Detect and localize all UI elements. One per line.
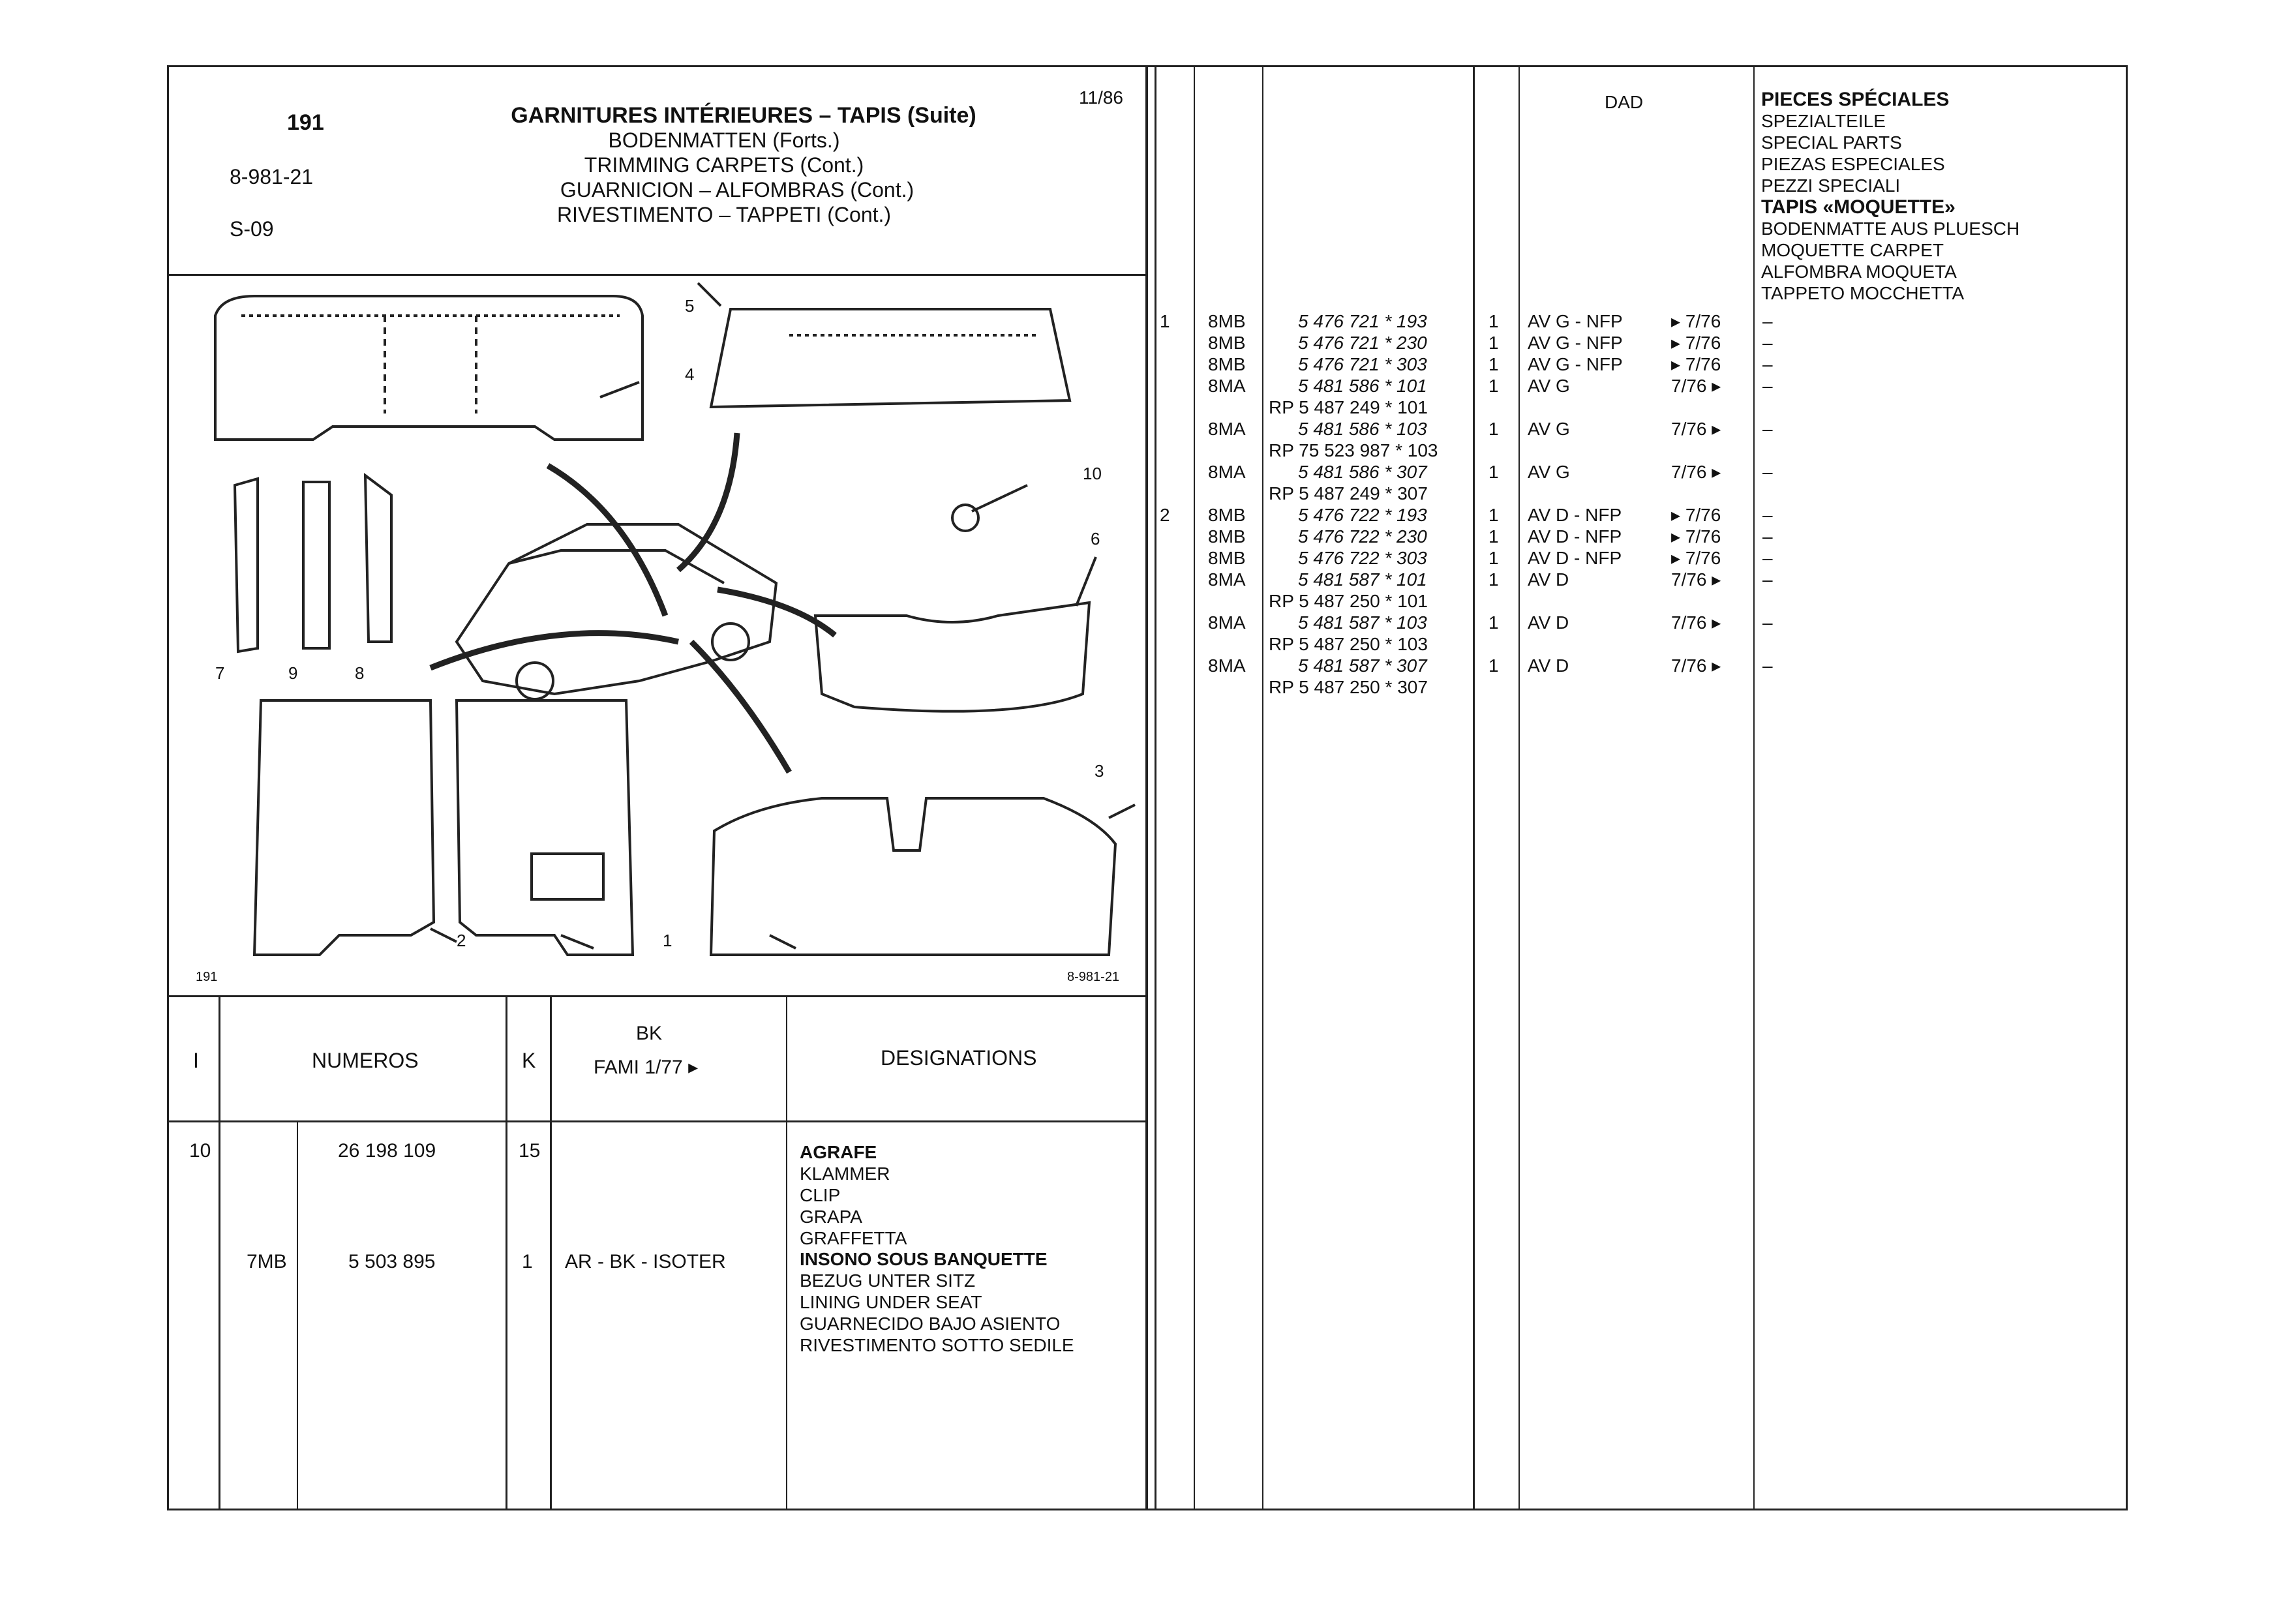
- row-number: RP 5 487 250 * 103: [1269, 634, 1428, 654]
- part-1-front-mat: [457, 700, 633, 955]
- section-code: S-09: [230, 217, 274, 241]
- part-4-headliner: [215, 296, 642, 440]
- bt-row1-des-it: GRAFFETTA: [800, 1228, 907, 1248]
- callout-3: 3: [1095, 761, 1104, 781]
- row-date: 7/76 ▸: [1671, 655, 1721, 676]
- row-special: –: [1762, 569, 1773, 590]
- bt-header-numeros: NUMEROS: [312, 1049, 419, 1072]
- illustration-corner-right: 8-981-21: [1067, 970, 1120, 984]
- bt-row2-k: 1: [522, 1251, 533, 1272]
- row-code: 8MA: [1208, 612, 1246, 633]
- row-special: –: [1762, 376, 1773, 396]
- bt-rule-bk: [550, 997, 552, 1509]
- row-number: 5 476 721 * 193: [1298, 311, 1427, 331]
- row-position: AV D: [1528, 655, 1569, 676]
- row-number: 5 476 722 * 193: [1298, 505, 1427, 525]
- edition-date: 11/86: [1079, 87, 1123, 108]
- header-bottom-rule: [168, 274, 1147, 276]
- row-position: AV G: [1528, 376, 1570, 396]
- row-number: 5 476 722 * 303: [1298, 548, 1427, 568]
- exploded-diagram: [170, 277, 1145, 994]
- row-position: AV G: [1528, 462, 1570, 482]
- bt-row1-des-de: KLAMMER: [800, 1164, 890, 1184]
- callout-4: 4: [685, 365, 695, 384]
- row-code: 8MB: [1208, 505, 1246, 525]
- part-3-rear-mat: [711, 798, 1115, 955]
- rule-number: [1262, 65, 1263, 1509]
- row-qty: 1: [1488, 526, 1499, 547]
- bt-row2-code: 7MB: [247, 1251, 287, 1272]
- bt-row2-number: 5 503 895: [348, 1251, 436, 1272]
- bt-row1-index: 10: [189, 1140, 211, 1162]
- bt-header-designations: DESIGNATIONS: [881, 1046, 1037, 1070]
- row-date: ▸ 7/76: [1671, 333, 1721, 353]
- bt-row1-des-es: GRAPA: [800, 1207, 862, 1227]
- row-date: 7/76 ▸: [1671, 612, 1721, 633]
- bt-row1-des-en: CLIP: [800, 1185, 841, 1205]
- row-qty: 1: [1488, 462, 1499, 482]
- row-qty: 1: [1488, 569, 1499, 590]
- row-code: 8MB: [1208, 333, 1246, 353]
- row-number: RP 5 487 249 * 101: [1269, 397, 1428, 417]
- bt-header-index: I: [193, 1049, 199, 1072]
- row-special: –: [1762, 655, 1773, 676]
- row-number: RP 75 523 987 * 103: [1269, 440, 1438, 460]
- row-qty: 1: [1488, 333, 1499, 353]
- row-number: 5 481 587 * 307: [1298, 655, 1427, 676]
- row-qty: 1: [1488, 419, 1499, 439]
- row-position: AV G - NFP: [1528, 354, 1623, 374]
- row-number: RP 5 487 250 * 307: [1269, 677, 1428, 697]
- divider-left-right: [1145, 65, 1148, 1509]
- row-code: 8MB: [1208, 548, 1246, 568]
- bt-row2-des-fr: INSONO SOUS BANQUETTE: [800, 1249, 1048, 1269]
- row-position: AV D: [1528, 569, 1569, 590]
- callout-2: 2: [457, 931, 466, 950]
- row-position: AV D: [1528, 612, 1569, 633]
- row-position: AV G: [1528, 419, 1570, 439]
- bt-header-bk: BK: [636, 1023, 663, 1044]
- row-qty: 1: [1488, 612, 1499, 633]
- rule-special: [1753, 65, 1755, 1509]
- row-special: –: [1762, 505, 1773, 525]
- part-2-front-mat: [254, 700, 434, 955]
- page-ref: 8-981-21: [230, 165, 314, 188]
- row-code: 8MA: [1208, 655, 1246, 676]
- row-position: AV D - NFP: [1528, 548, 1622, 568]
- rule-code: [1194, 65, 1195, 1509]
- bt-row1-k: 15: [519, 1140, 541, 1162]
- row-date: 7/76 ▸: [1671, 569, 1721, 590]
- row-date: ▸ 7/76: [1671, 505, 1721, 525]
- row-position: AV G - NFP: [1528, 333, 1623, 353]
- row-date: ▸ 7/76: [1671, 311, 1721, 331]
- row-number: RP 5 487 250 * 101: [1269, 591, 1428, 611]
- title-fr: GARNITURES INTÉRIEURES – TAPIS (Suite): [511, 103, 976, 128]
- part-6-tunnel: [815, 603, 1089, 712]
- row-number: 5 481 586 * 101: [1298, 376, 1427, 396]
- part-5-shelf: [711, 309, 1070, 407]
- callout-1: 1: [663, 931, 672, 950]
- row-code: 8MB: [1208, 311, 1246, 331]
- special-parts-header: PIECES SPÉCIALES: [1761, 89, 1950, 110]
- parts-illustration: [170, 277, 1145, 994]
- row-number: 5 481 587 * 103: [1298, 612, 1427, 633]
- row-special: –: [1762, 333, 1773, 353]
- row-qty: 1: [1488, 354, 1499, 374]
- bt-row2-bk: AR - BK - ISOTER: [565, 1251, 726, 1272]
- row-position: AV G - NFP: [1528, 311, 1623, 331]
- title-en: TRIMMING CARPETS (Cont.): [584, 153, 864, 177]
- bt-row2-des-de: BEZUG UNTER SITZ: [800, 1270, 976, 1291]
- callout-5: 5: [685, 296, 695, 316]
- row-date: ▸ 7/76: [1671, 354, 1721, 374]
- row-date: 7/76 ▸: [1671, 376, 1721, 396]
- dad-header: DAD: [1605, 92, 1644, 112]
- row-qty: 1: [1488, 311, 1499, 331]
- bt-rule-index: [219, 997, 220, 1509]
- special-lang-de: SPEZIALTEILE: [1761, 111, 1886, 131]
- rule-qty: [1473, 65, 1475, 1509]
- row-number: 5 481 587 * 101: [1298, 569, 1427, 590]
- special-lang-it: PEZZI SPECIALI: [1761, 175, 1901, 196]
- callout-8: 8: [355, 663, 365, 683]
- title-de: BODENMATTEN (Forts.): [608, 128, 840, 152]
- part-title-fr: TAPIS «MOQUETTE»: [1761, 196, 1956, 218]
- row-index: 1: [1160, 311, 1170, 331]
- bottom-table-top-rule: [168, 995, 1147, 997]
- rule-pos: [1518, 65, 1520, 1509]
- row-number: 5 476 722 * 230: [1298, 526, 1427, 547]
- part-8-strip: [365, 475, 391, 642]
- bt-row2-des-es: GUARNECIDO BAJO ASIENTO: [800, 1314, 1061, 1334]
- row-number: RP 5 487 249 * 307: [1269, 483, 1428, 503]
- row-special: –: [1762, 612, 1773, 633]
- row-position: AV D - NFP: [1528, 526, 1622, 547]
- title-it: RIVESTIMENTO – TAPPETI (Cont.): [556, 203, 892, 226]
- row-qty: 1: [1488, 548, 1499, 568]
- row-special: –: [1762, 548, 1773, 568]
- row-qty: 1: [1488, 655, 1499, 676]
- row-qty: 1: [1488, 505, 1499, 525]
- row-code: 8MB: [1208, 354, 1246, 374]
- row-special: –: [1762, 311, 1773, 331]
- row-code: 8MA: [1208, 569, 1246, 590]
- part-title-de: BODENMATTE AUS PLUESCH: [1761, 218, 2020, 239]
- bt-row2-des-en: LINING UNDER SEAT: [800, 1292, 982, 1312]
- row-code: 8MA: [1208, 419, 1246, 439]
- callout-10: 10: [1083, 464, 1102, 483]
- special-lang-en: SPECIAL PARTS: [1761, 132, 1902, 153]
- row-special: –: [1762, 526, 1773, 547]
- row-number: 5 481 586 * 103: [1298, 419, 1427, 439]
- part-9-strip: [303, 482, 329, 648]
- part-title-it: TAPPETO MOCCHETTA: [1761, 283, 1965, 303]
- callout-6: 6: [1091, 529, 1100, 548]
- row-code: 8MB: [1208, 526, 1246, 547]
- title-es: GUARNICION – ALFOMBRAS (Cont.): [560, 178, 914, 202]
- illustration-corner-left: 191: [196, 970, 218, 984]
- callout-9: 9: [288, 663, 298, 683]
- row-date: 7/76 ▸: [1671, 419, 1721, 439]
- row-date: ▸ 7/76: [1671, 526, 1721, 547]
- part-title-en: MOQUETTE CARPET: [1761, 240, 1944, 260]
- page-number: 191: [287, 110, 324, 135]
- special-lang-es: PIEZAS ESPECIALES: [1761, 154, 1945, 174]
- bottom-table-header-rule: [168, 1120, 1147, 1122]
- divider-double: [1155, 65, 1156, 1509]
- row-number: 5 476 721 * 230: [1298, 333, 1427, 353]
- bt-row2-des-it: RIVESTIMENTO SOTTO SEDILE: [800, 1335, 1074, 1355]
- row-special: –: [1762, 354, 1773, 374]
- row-qty: 1: [1488, 376, 1499, 396]
- bt-rule-code: [297, 1120, 298, 1509]
- bt-rule-k: [506, 997, 507, 1509]
- row-date: ▸ 7/76: [1671, 548, 1721, 568]
- part-title-es: ALFOMBRA MOQUETA: [1761, 262, 1957, 282]
- row-special: –: [1762, 462, 1773, 482]
- bt-row1-des-fr: AGRAFE: [800, 1142, 877, 1162]
- bt-header-fami: FAMI 1/77 ▸: [594, 1057, 699, 1078]
- bt-rule-des: [786, 997, 787, 1509]
- part-7-strip: [235, 479, 258, 652]
- row-position: AV D - NFP: [1528, 505, 1622, 525]
- row-code: 8MA: [1208, 462, 1246, 482]
- row-date: 7/76 ▸: [1671, 462, 1721, 482]
- row-number: 5 476 721 * 303: [1298, 354, 1427, 374]
- row-index: 2: [1160, 505, 1170, 525]
- bt-row1-number: 26 198 109: [338, 1140, 436, 1162]
- callout-7: 7: [215, 663, 225, 683]
- row-special: –: [1762, 419, 1773, 439]
- row-code: 8MA: [1208, 376, 1246, 396]
- bt-header-k: K: [522, 1049, 536, 1072]
- row-number: 5 481 586 * 307: [1298, 462, 1427, 482]
